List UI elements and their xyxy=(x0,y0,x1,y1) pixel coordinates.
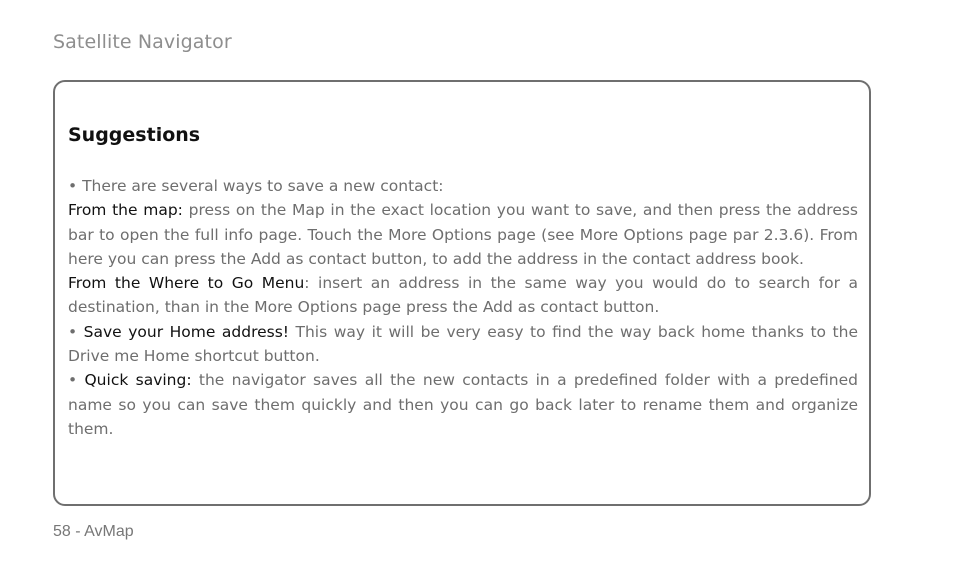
from-map-paragraph xyxy=(68,198,858,271)
bullet: • xyxy=(68,322,78,341)
suggestions-body xyxy=(68,174,858,441)
section-title: Suggestions xyxy=(68,124,201,146)
home-text: This way it will be very easy to find the way back home thanks to the Drive me Home shortcut button. xyxy=(68,322,858,366)
from-map-text: press on the Map in the exact location you want to save, and then press the address bar to open the full info page. Touch the More Options page (see More Options page par 2.3.6). From here you can press the Add as contact button, to add the address in the contact address book. xyxy=(68,201,859,268)
bullet: • xyxy=(68,371,78,390)
intro-paragraph xyxy=(68,174,858,198)
home-label: Save your Home address! xyxy=(83,322,289,341)
home-paragraph xyxy=(68,320,858,369)
bullet: • xyxy=(68,177,78,195)
quick-paragraph xyxy=(68,368,858,441)
from-where-label: From the Where to Go Menu xyxy=(68,274,305,293)
intro-text: There are several ways to save a new contact: xyxy=(82,177,444,195)
running-header: Satellite Navigator xyxy=(53,31,232,53)
quick-text: the navigator saves all the new contacts in a predefined folder with a predefined name so you can save them quickly and then you can go back later to rename them and organize them. xyxy=(68,371,858,438)
from-map-label: From the map: xyxy=(68,201,183,220)
from-where-text: : insert an address in the same way you would do to search for a destination, than in the More Options page press the Add as contact button. xyxy=(68,274,859,317)
quick-label: Quick saving: xyxy=(84,371,192,390)
from-where-paragraph xyxy=(68,271,858,320)
page-footer: 58 - AvMap xyxy=(53,523,134,540)
